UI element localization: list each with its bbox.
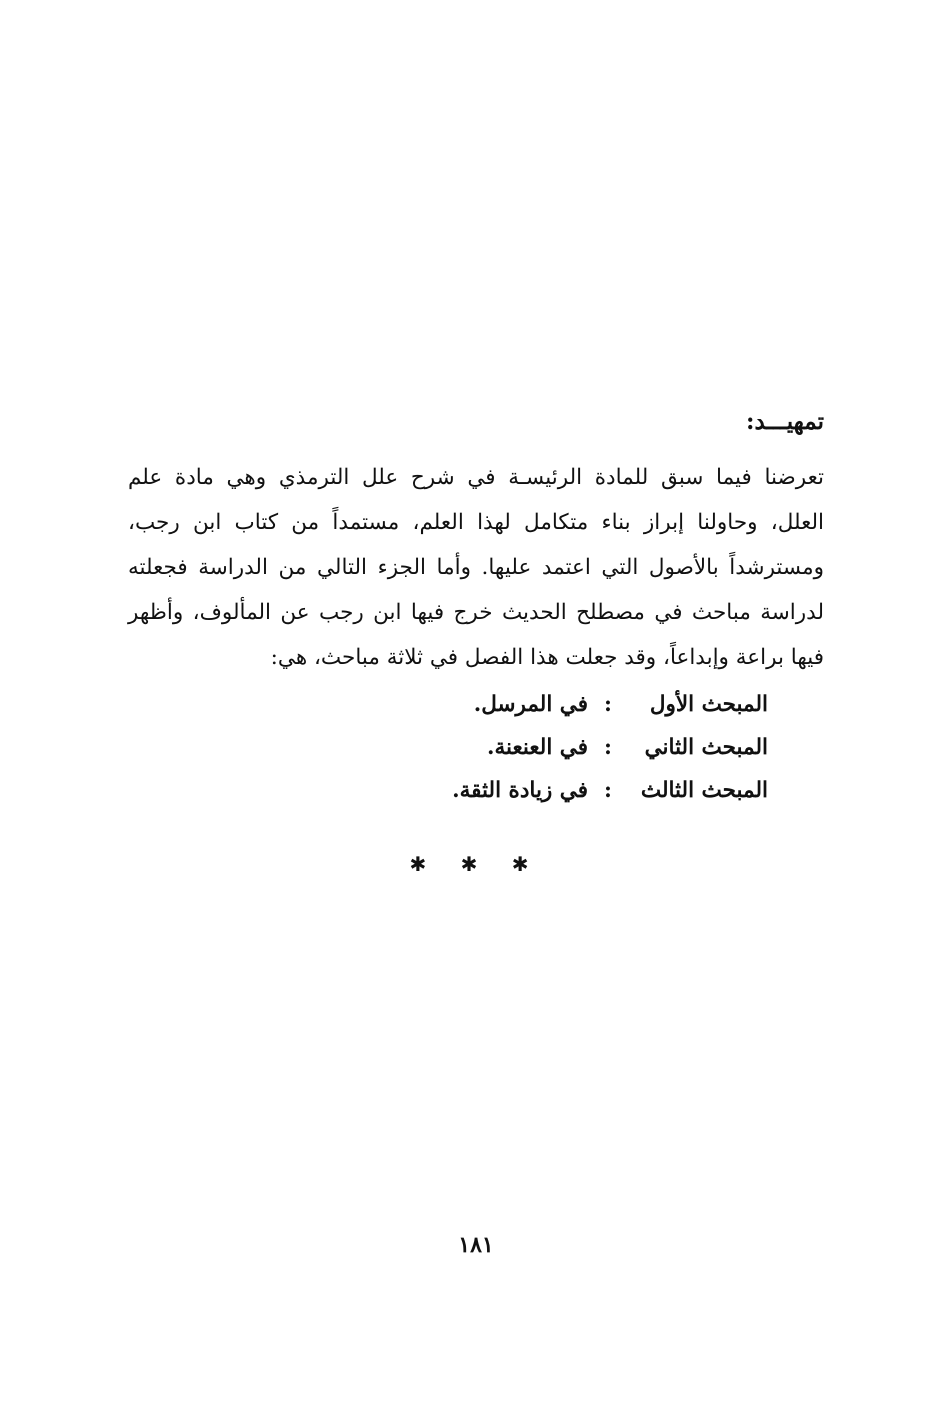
section-colon: : xyxy=(604,778,612,803)
section-name: المبحث الثالث xyxy=(640,778,768,803)
section-topic: في المرسل. xyxy=(473,692,588,717)
sections-list xyxy=(452,683,768,812)
section-colon: : xyxy=(604,692,612,717)
section-item-third xyxy=(452,769,768,812)
section-name: المبحث الأول xyxy=(649,692,768,717)
section-topic: في زيادة الثقة. xyxy=(452,778,588,803)
section-item-second xyxy=(452,726,768,769)
star-separator: ✱ ✱ ✱ xyxy=(409,852,543,876)
paragraph-line: لدراسة مباحث في مصطلح الحديث خرج فيها ابن رجب عن المألوف، وأظهر xyxy=(128,600,824,625)
section-colon: : xyxy=(604,735,612,760)
page-number: ١٨١ xyxy=(458,1232,494,1258)
intro-paragraph xyxy=(128,455,824,680)
section-heading: تمهيـــد: xyxy=(745,408,824,435)
paragraph-line: فيها براعة وإبداعاً، وقد جعلت هذا الفصل في ثلاثة مباحث، هي: xyxy=(270,645,824,670)
section-name: المبحث الثاني xyxy=(644,735,768,760)
paragraph-line: العلل، وحاولنا إبراز بناء متكامل لهذا العلم، مستمداً من كتاب ابن رجب، xyxy=(128,510,824,535)
paragraph-line: ومسترشداً بالأصول التي اعتمد عليها. وأما الجزء التالي من الدراسة فجعلته xyxy=(128,555,824,580)
paragraph-line: تعرضنا فيما سبق للمادة الرئيسـة في شرح علل الترمذي وهي مادة علم xyxy=(128,465,824,490)
section-topic: في العنعنة. xyxy=(487,735,588,760)
section-item-first xyxy=(452,683,768,726)
